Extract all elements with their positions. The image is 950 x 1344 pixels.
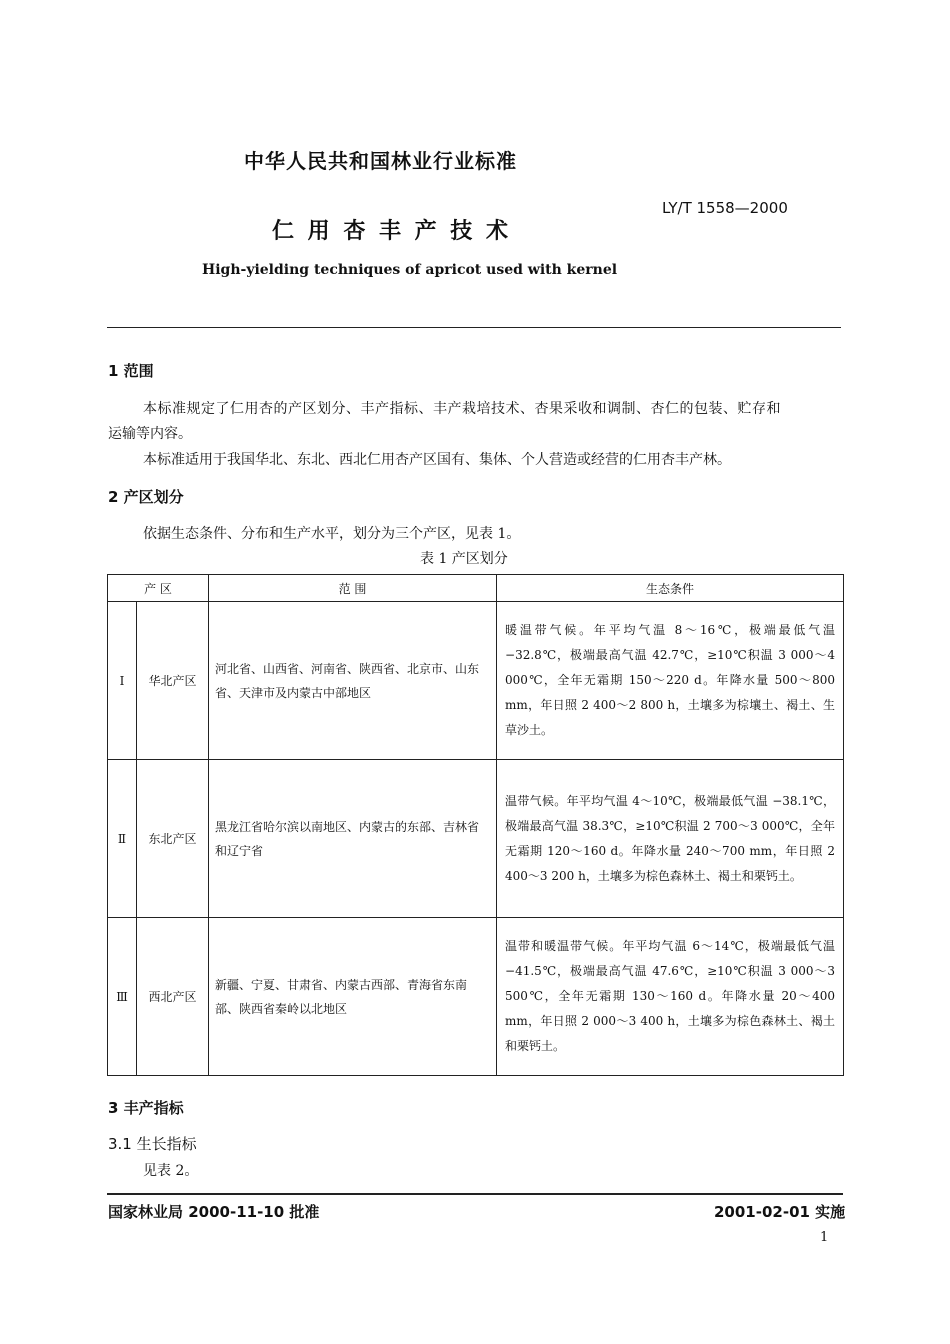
region-ecology-text: 温带气候。年平均气温 4～10℃，极端最低气温 −38.1℃，极端最高气温 38.3℃，≥10℃积温 2 700～3 000℃，全年无霜期 120～160 d。年降水量 240～700 mm，年日照 2 400～3 200 h，土壤多为棕色森林土、褐土和栗钙土。 xyxy=(505,793,836,883)
header-ecology: 生态条件 xyxy=(497,575,844,602)
section-1-heading: 1 范围 xyxy=(108,362,154,380)
approval-note: 国家林业局 2000-11-10 批准 xyxy=(108,1203,320,1221)
region-number: Ⅰ xyxy=(108,602,137,760)
region-scope xyxy=(209,760,497,918)
header-divider xyxy=(107,327,841,328)
page-number: 1 xyxy=(820,1230,829,1245)
table-row xyxy=(108,760,844,918)
section-1-paragraph-2: 本标准适用于我国华北、东北、西北仁用杏产区国有、集体、个人营造或经营的仁用杏丰产林。 xyxy=(143,452,731,468)
section-1-paragraph-1-line-1: 本标准规定了仁用杏的产区划分、丰产指标、丰产栽培技术、杏果采收和调制、杏仁的包装、贮存和 xyxy=(143,401,781,417)
section-3-heading: 3 丰产指标 xyxy=(108,1099,184,1117)
region-ecology xyxy=(497,602,844,760)
region-scope-text: 河北省、山西省、河南省、陕西省、北京市、山东省、天津市及内蒙古中部地区 xyxy=(215,661,480,700)
region-number: Ⅱ xyxy=(108,760,137,918)
region-scope-text: 新疆、宁夏、甘肃省、内蒙古西部、青海省东南部、陕西省秦岭以北地区 xyxy=(215,977,468,1016)
implementation-note: 2001-02-01 实施 xyxy=(714,1203,846,1221)
standard-org-title: 中华人民共和国林业行业标准 xyxy=(244,149,517,173)
region-name: 西北产区 xyxy=(137,918,209,1076)
region-scope xyxy=(209,918,497,1076)
region-scope-text: 黑龙江省哈尔滨以南地区、内蒙古的东部、吉林省和辽宁省 xyxy=(215,819,480,858)
table-header-row xyxy=(108,575,844,602)
region-scope xyxy=(209,602,497,760)
document-title-en: High-yielding techniques of apricot used with kernel xyxy=(202,262,618,278)
footer-divider xyxy=(107,1193,843,1195)
region-ecology-text: 暖温带气候。年平均气温 8～16℃，极端最低气温 −32.8℃，极端最高气温 42.7℃，≥10℃积温 3 000～4 000℃，全年无霜期 150～220 d。年降水量 500～800 mm，年日照 2 400～2 800 h，土壤多为棕壤土、褐土、生草沙土。 xyxy=(505,623,836,737)
table-row xyxy=(108,602,844,760)
section-2-heading: 2 产区划分 xyxy=(108,488,184,506)
region-number: Ⅲ xyxy=(108,918,137,1076)
header-scope: 范 围 xyxy=(209,575,497,602)
section-3-1-heading: 3.1 生长指标 xyxy=(108,1135,197,1153)
region-ecology xyxy=(497,760,844,918)
region-name: 东北产区 xyxy=(137,760,209,918)
section-2-paragraph: 依据生态条件、分布和生产水平，划分为三个产区，见表 1。 xyxy=(143,526,521,542)
section-1-paragraph-1-line-2: 运输等内容。 xyxy=(108,426,192,442)
table-1-caption: 表 1 产区划分 xyxy=(420,551,508,567)
table-1 xyxy=(107,574,844,1076)
header-region: 产 区 xyxy=(108,575,209,602)
table-row xyxy=(108,918,844,1076)
document-title-cn: 仁 用 杏 丰 产 技 术 xyxy=(272,219,511,244)
region-name: 华北产区 xyxy=(137,602,209,760)
section-3-1-text: 见表 2。 xyxy=(143,1163,199,1179)
region-ecology xyxy=(497,918,844,1076)
standard-code: LY/T 1558—2000 xyxy=(662,199,788,217)
region-ecology-text: 温带和暖温带气候。年平均气温 6～14℃，极端最低气温 −41.5℃，极端最高气温 47.6℃，≥10℃积温 3 000～3 500℃，全年无霜期 130～160 d。年降水量 20～400 mm，年日照 2 000～3 400 h，土壤多为棕色森林土、褐土和栗钙土。 xyxy=(505,939,836,1053)
